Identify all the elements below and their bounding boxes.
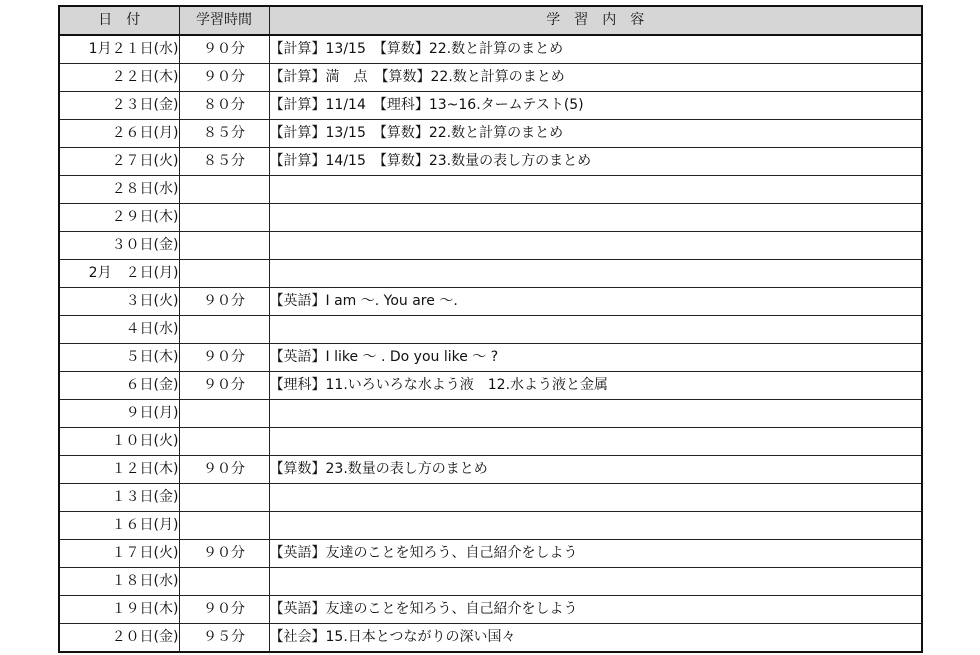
table-header: [59, 6, 922, 35]
date-cell: ２７日(火): [59, 148, 179, 176]
study-content-cell: 【計算】14/15 【算数】23.数量の表し方のまとめ: [269, 148, 922, 176]
date-cell: ２２日(木): [59, 64, 179, 92]
study-time-cell: [179, 484, 269, 512]
study-content-cell: [269, 316, 922, 344]
study-content-cell: [269, 260, 922, 288]
table-row: [59, 344, 922, 372]
date-cell: ２３日(金): [59, 92, 179, 120]
study-time-cell: ９０分: [179, 64, 269, 92]
date-cell: １８日(水): [59, 568, 179, 596]
table-row: [59, 316, 922, 344]
table-row: [59, 176, 922, 204]
header-study-content: 学 習 内 容: [269, 6, 922, 35]
study-time-cell: [179, 176, 269, 204]
table-row: [59, 148, 922, 176]
study-content-cell: [269, 512, 922, 540]
study-content-cell: [269, 568, 922, 596]
study-content-cell: [269, 484, 922, 512]
table-row: [59, 512, 922, 540]
table-row: [59, 372, 922, 400]
table-row: [59, 540, 922, 568]
date-cell: ４日(水): [59, 316, 179, 344]
table-row: [59, 400, 922, 428]
table-row: [59, 232, 922, 260]
study-content-cell: [269, 428, 922, 456]
table-row: [59, 624, 922, 653]
table-row: [59, 92, 922, 120]
study-time-cell: [179, 316, 269, 344]
date-cell: ９日(月): [59, 400, 179, 428]
date-cell: １０日(火): [59, 428, 179, 456]
date-cell: ２０日(金): [59, 624, 179, 653]
date-cell: 2月 ２日(月): [59, 260, 179, 288]
header-study-time: 学習時間: [179, 6, 269, 35]
study-content-cell: 【英語】I am 〜. You are 〜.: [269, 288, 922, 316]
study-time-cell: ９５分: [179, 624, 269, 653]
date-cell: １７日(火): [59, 540, 179, 568]
study-content-cell: 【計算】11/14 【理科】13~16.タームテスト(5): [269, 92, 922, 120]
table-row: [59, 428, 922, 456]
study-time-cell: [179, 260, 269, 288]
study-time-cell: ９０分: [179, 372, 269, 400]
study-content-cell: [269, 204, 922, 232]
table-row: [59, 64, 922, 92]
date-cell: ３日(火): [59, 288, 179, 316]
date-cell: ３０日(金): [59, 232, 179, 260]
header-row: [59, 6, 922, 35]
table-row: [59, 35, 922, 64]
study-time-cell: ９０分: [179, 35, 269, 64]
date-cell: ２９日(木): [59, 204, 179, 232]
study-time-cell: ８５分: [179, 148, 269, 176]
table-row: [59, 120, 922, 148]
table-row: [59, 568, 922, 596]
table-row: [59, 204, 922, 232]
study-time-cell: [179, 512, 269, 540]
date-cell: １３日(金): [59, 484, 179, 512]
study-content-cell: 【英語】友達のことを知ろう、自己紹介をしよう: [269, 596, 922, 624]
date-cell: ６日(金): [59, 372, 179, 400]
study-content-cell: 【計算】満 点 【算数】22.数と計算のまとめ: [269, 64, 922, 92]
study-content-cell: 【社会】15.日本とつながりの深い国々: [269, 624, 922, 653]
study-content-cell: 【英語】友達のことを知ろう、自己紹介をしよう: [269, 540, 922, 568]
date-cell: 1月２１日(水): [59, 35, 179, 64]
table-row: [59, 596, 922, 624]
date-cell: １６日(月): [59, 512, 179, 540]
table-row: [59, 260, 922, 288]
date-cell: ５日(木): [59, 344, 179, 372]
study-content-cell: [269, 400, 922, 428]
study-content-cell: [269, 232, 922, 260]
table-row: [59, 456, 922, 484]
date-cell: １９日(木): [59, 596, 179, 624]
study-time-cell: ８０分: [179, 92, 269, 120]
study-content-cell: 【算数】23.数量の表し方のまとめ: [269, 456, 922, 484]
table-body: [59, 35, 922, 652]
study-time-cell: ９０分: [179, 596, 269, 624]
header-date: 日 付: [59, 6, 179, 35]
date-cell: ２６日(月): [59, 120, 179, 148]
study-time-cell: ９０分: [179, 344, 269, 372]
study-content-cell: 【英語】I like 〜 . Do you like 〜 ?: [269, 344, 922, 372]
table-row: [59, 288, 922, 316]
study-time-cell: [179, 232, 269, 260]
study-time-cell: [179, 568, 269, 596]
study-content-cell: 【理科】11.いろいろな水よう液 12.水よう液と金属: [269, 372, 922, 400]
study-content-cell: 【計算】13/15 【算数】22.数と計算のまとめ: [269, 35, 922, 64]
study-time-cell: [179, 400, 269, 428]
study-time-cell: ９０分: [179, 540, 269, 568]
study-content-cell: 【計算】13/15 【算数】22.数と計算のまとめ: [269, 120, 922, 148]
date-cell: １２日(木): [59, 456, 179, 484]
study-time-cell: ９０分: [179, 456, 269, 484]
study-content-cell: [269, 176, 922, 204]
table-row: [59, 484, 922, 512]
study-time-cell: [179, 204, 269, 232]
date-cell: ２８日(水): [59, 176, 179, 204]
study-log-table: [58, 5, 923, 653]
study-time-cell: [179, 428, 269, 456]
study-time-cell: ８５分: [179, 120, 269, 148]
study-time-cell: ９０分: [179, 288, 269, 316]
